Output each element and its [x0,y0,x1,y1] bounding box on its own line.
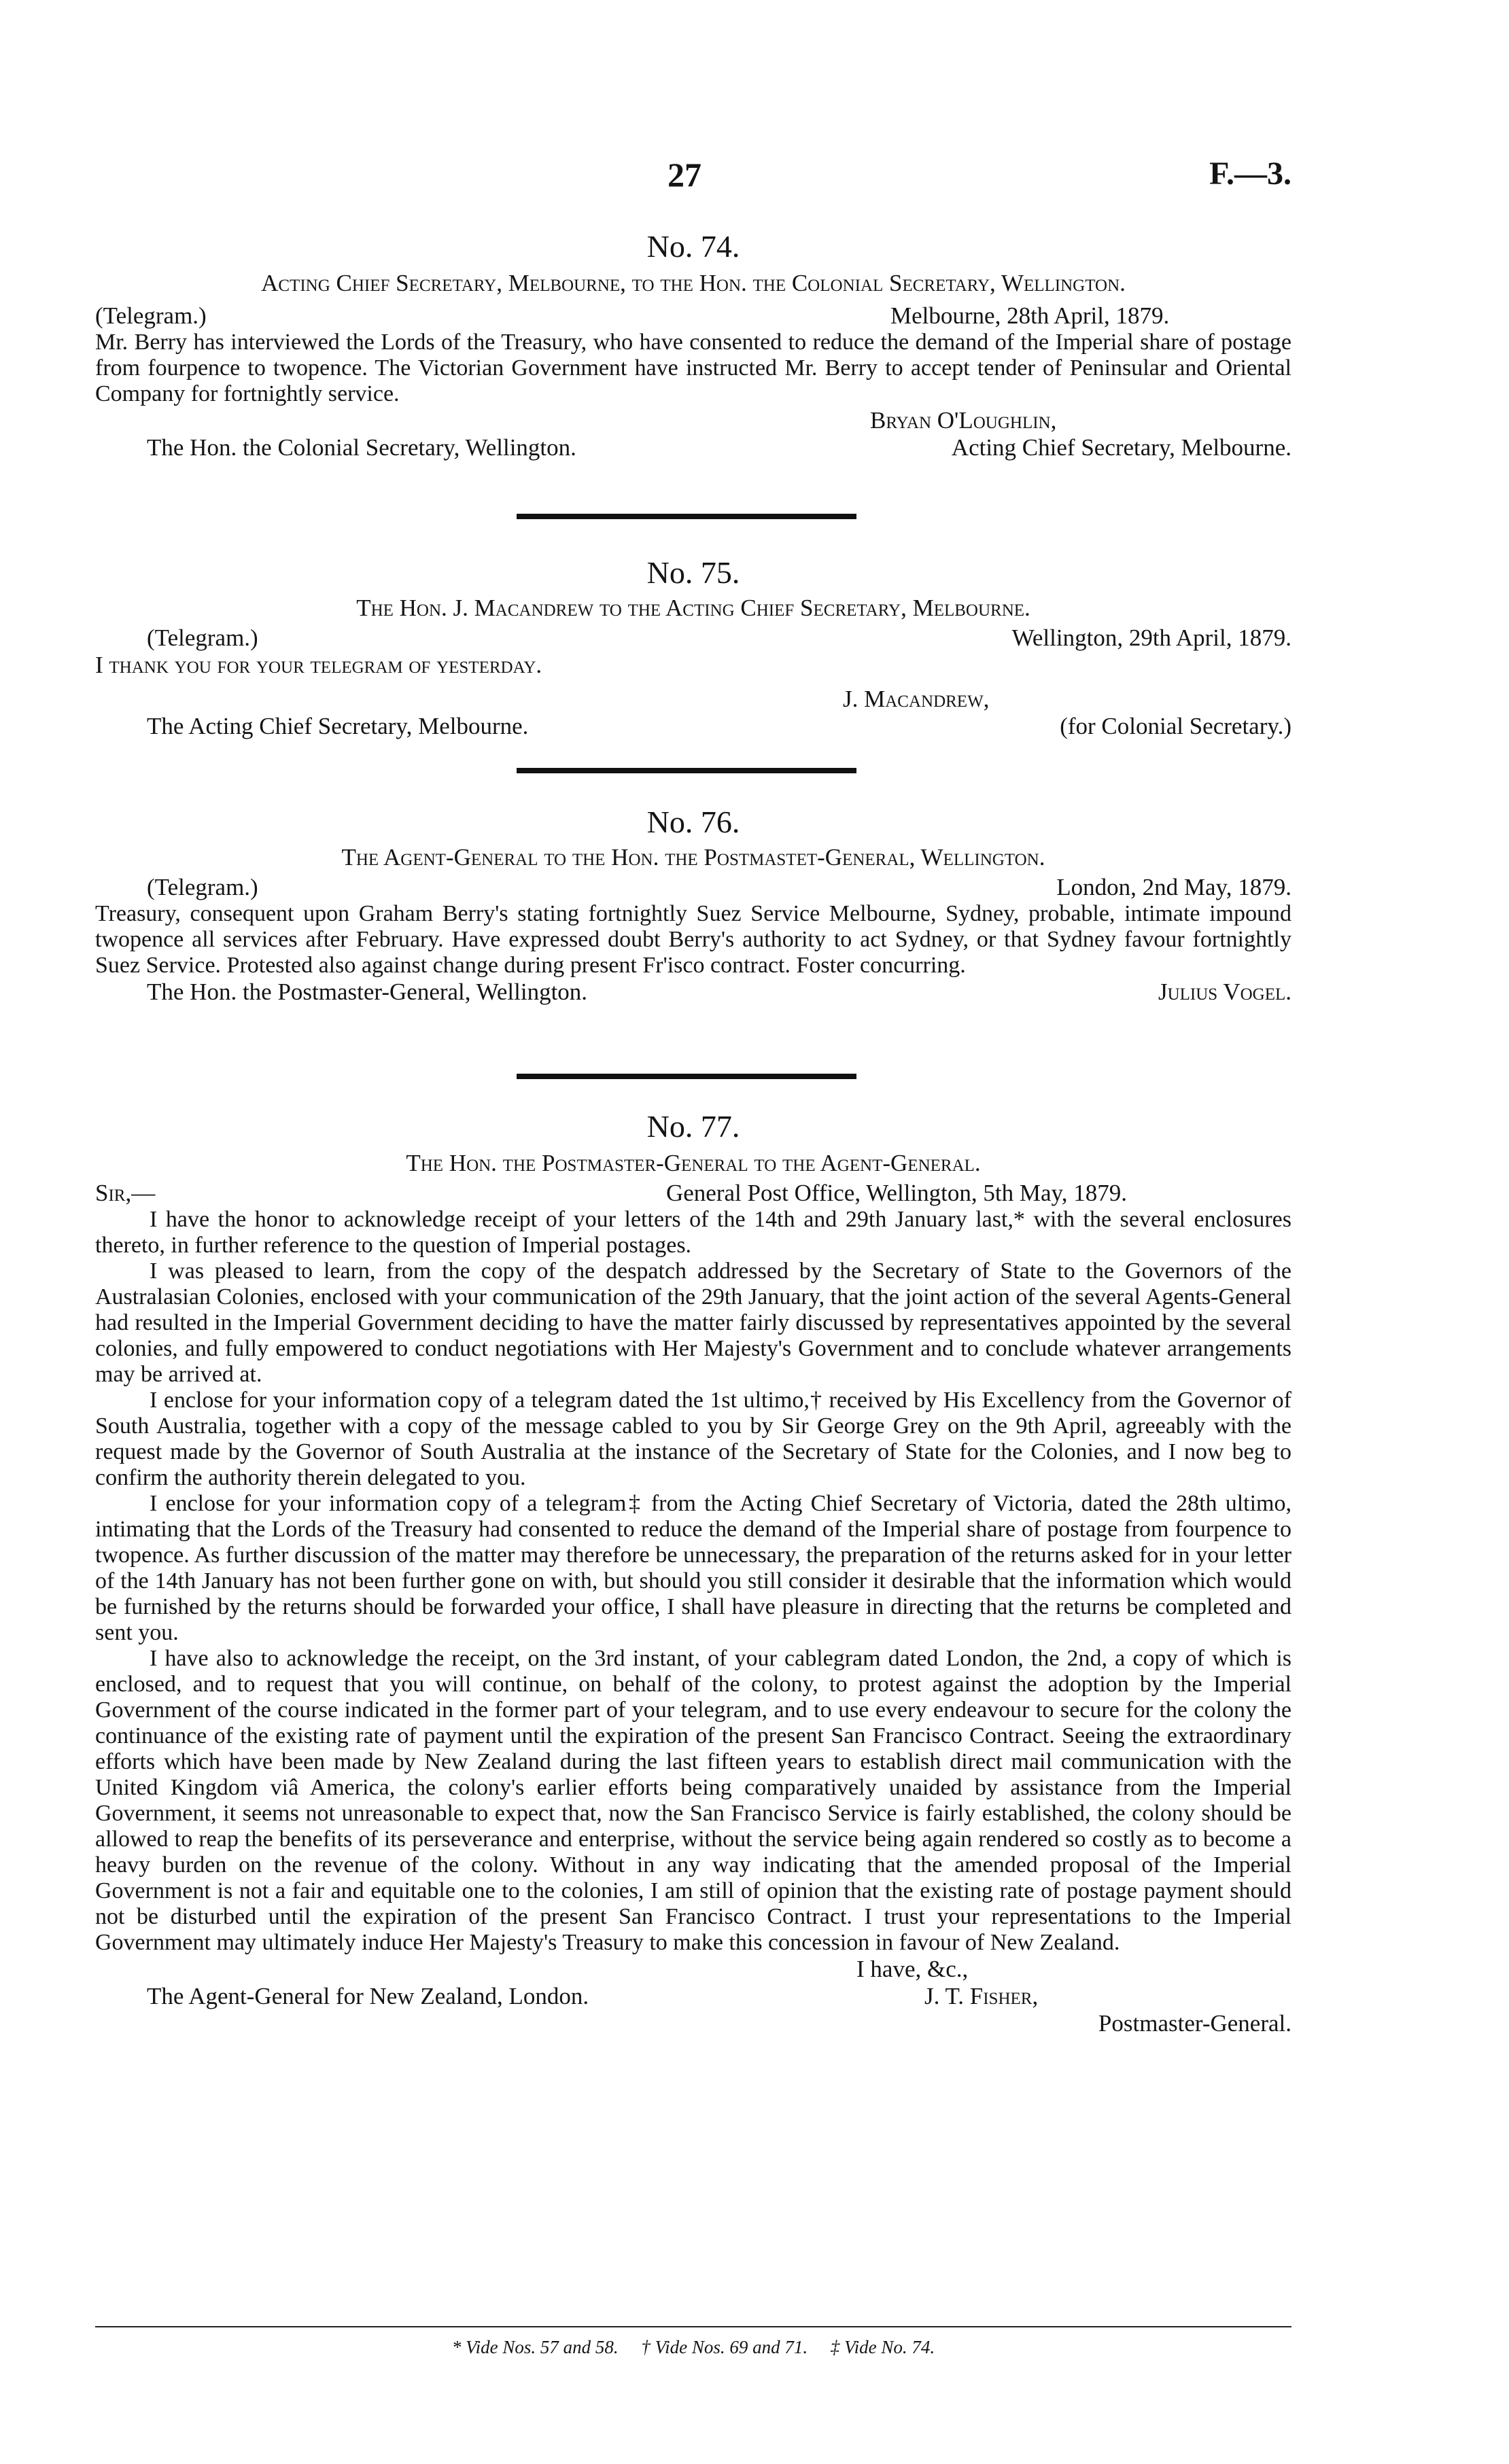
place-date: London, 2nd May, 1879. [1056,874,1291,900]
page-header [95,155,1291,203]
section-divider [517,514,856,519]
letter-body [95,1207,1291,1956]
addressee: The Hon. the Colonial Secretary, Wellington. [147,434,576,461]
paragraph: I was pleased to learn, from the copy of the despatch addressed by the Secretary of State to the Governors of the Australasian Colonies, enclosed with your communication of the 29th January, that the joint action of the several Agents-General had resulted in the Imperial Government deciding to have the matter fairly discussed by representatives appointed by the several colonies, and fully empowered to conduct negotiations with Her Majesty's Government and to conclude whatever arrangements may be arrived at. [95,1259,1291,1387]
telegram-label: (Telegram.) [147,874,258,900]
addressee-line [95,979,1291,1006]
section-divider [517,1074,856,1079]
place-date: General Post Office, Wellington, 5th May, 1879. [666,1180,1127,1206]
telegram-line [95,874,1291,901]
closing: I have, &c., [856,1956,969,1982]
document-75 [95,554,1291,740]
paragraph: I enclose for your information copy of a telegram‡ from the Acting Chief Secretary of Victoria, dated the 28th ultimo, intimating that the Lords of the Treasury had consented to reduce the demand of the Imperial share of postage from fourpence to twopence. As further discussion of the matter may therefore be unnecessary, the preparation of the returns asked for in your letter of the 14th January has not been further gone on with, but should you still consider it desirable that the information which would be furnished by the returns should be forwarded your office, I shall have pleasure in directing that the returns be completed and sent you. [95,1491,1291,1645]
addressee-line [95,434,1291,461]
message-line [95,652,1291,679]
telegram-line [95,624,1291,652]
message-body: Treasury, consequent upon Graham Berry's stating fortnightly Suez Service Melbourne, Sydney, probable, intimate impound twopence all services after February. Have expressed doubt Berry's authority to act Sydney, or that Sydney favour fortnightly Suez Service. Protested also against change during present Fr'isco contract. Foster concurring. [95,901,1291,978]
signer-name: Julius Vogel. [1158,979,1291,1005]
document-74 [95,228,1291,461]
section-divider [517,768,856,773]
signer-name: J. T. Fisher, [924,1983,1039,2009]
addressee: The Hon. the Postmaster-General, Wellington. [147,979,588,1005]
signer-name: Bryan O'Loughlin, [870,407,1057,434]
salutation-line [95,1180,1291,1207]
message-body: I thank you for your telegram of yesterday. [95,652,542,678]
footnotes [95,2336,1291,2358]
paragraph: I have the honor to acknowledge receipt of your letters of the 14th and 29th January last,* with the several enclosures thereto, in further reference to the question of Imperial postages. [95,1207,1291,1258]
addressee: The Agent-General for New Zealand, London. [147,1983,589,2009]
signer-title-line [95,2010,1291,2037]
footnote: ‡ Vide No. 74. [830,2337,935,2357]
document-number: No. 76. [646,805,740,839]
document-number: No. 74. [646,229,740,264]
document-title: The Agent-General to the Hon. the Postmastet-General, Wellington. [341,844,1045,870]
document-77 [95,1108,1291,2037]
paragraph: I have also to acknowledge the receipt, on the 3rd instant, of your cablegram dated London, the 2nd, a copy of which is enclosed, and to request that you will continue, on behalf of the colony, to protest against the adoption by the Imperial Government of the course indicated in the former part of your telegram, and to use every endeavour to secure for the colony the continuance of the existing rate of payment until the expiration of the present San Francisco Contract. Seeing the extraordinary efforts which have been made by New Zealand during the last fifteen years to establish direct mail communication with the United Kingdom viâ America, the colony's earlier efforts being comparatively unaided by assistance from the Imperial Government, it seems not unreasonable to expect that, now the San Francisco Service is fairly established, the colony should be allowed to reap the benefits of its perseverance and enterprise, without the service being again rendered so costly as to become a heavy burden on the revenue of the colony. Without in any way indicating that the amended proposal of the Imperial Government is not a fair and equitable one to the colonies, I am still of opinion that the existing rate of postage payment should not be disturbed until the expiration of the present San Francisco Contract. I trust your representations to the Imperial Government may ultimately induce Her Majesty's Treasury to make this concession in favour of New Zealand. [95,1646,1291,1955]
salutation: Sir,— [95,1180,156,1206]
signer-title: Acting Chief Secretary, Melbourne. [951,434,1291,461]
paragraph: I enclose for your information copy of a telegram dated the 1st ultimo,† received by His Excellency from the Governor of South Australia, together with a copy of the message cabled to you by Sir George Grey on the 9th April, agreeably with the request made by the Governor of South Australia at the instance of the Secretary of State for the Colonies, and I now beg to confirm the authority therein delegated to you. [95,1388,1291,1490]
closing-line [95,1956,1291,1983]
document-title: The Hon. J. Macandrew to the Acting Chief Secretary, Melbourne. [356,595,1030,621]
addressee: The Acting Chief Secretary, Melbourne. [147,713,529,739]
telegram-line [95,302,1291,330]
place-date: Melbourne, 28th April, 1879. [890,302,1170,329]
footnote: † Vide Nos. 69 and 71. [641,2337,808,2357]
signer-title: (for Colonial Secretary.) [1060,713,1291,739]
signer-name: J. Macandrew, [843,686,990,712]
page-number: 27 [667,156,701,194]
place-date: Wellington, 29th April, 1879. [1011,624,1291,651]
footnote: * Vide Nos. 57 and 58. [451,2337,619,2357]
telegram-label: (Telegram.) [95,302,207,329]
document-number: No. 75. [646,555,740,590]
signature-line [95,1983,1291,2010]
signature-line [95,407,1291,434]
footnote-divider [95,2326,1291,2327]
addressee-line [95,713,1291,740]
signature-line [95,686,1291,713]
document-title: The Hon. the Postmaster-General to the Agent-General. [406,1150,981,1176]
document-76 [95,803,1291,1006]
paper-reference: F.—3. [1209,156,1291,192]
document-title: Acting Chief Secretary, Melbourne, to the Hon. the Colonial Secretary, Wellington. [261,270,1126,296]
signer-title: Postmaster-General. [1098,2010,1291,2037]
message-body: Mr. Berry has interviewed the Lords of the Treasury, who have consented to reduce the demand of the Imperial share of postage from fourpence to twopence. The Victorian Government have instructed Mr. Berry to accept tender of Peninsular and Oriental Company for fortnightly service. [95,330,1291,406]
document-number: No. 77. [646,1109,740,1144]
telegram-label: (Telegram.) [147,624,258,651]
